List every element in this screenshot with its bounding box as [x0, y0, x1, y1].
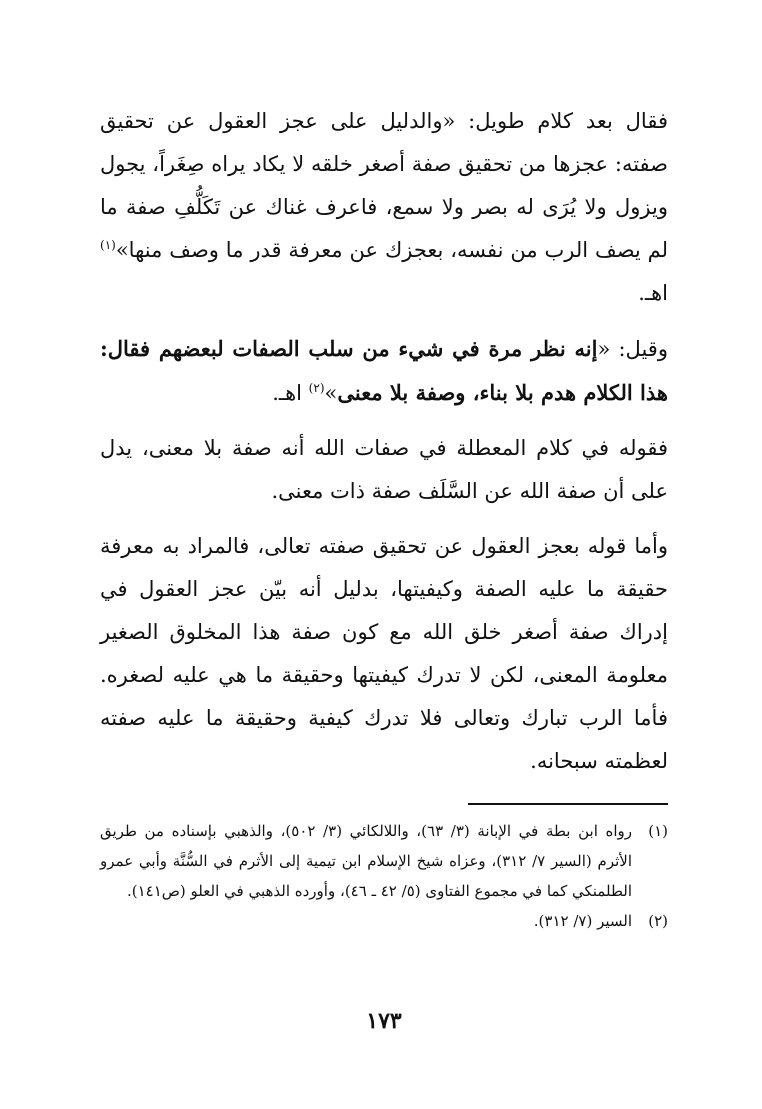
footnote-2-number: (٢) [648, 912, 668, 930]
paragraph-3-text: فقوله في كلام المعطلة في صفات الله أنه صفة بلا معنى، يدل على أن صفة الله عن السَّلَف صفة ذات معنى. [100, 436, 668, 503]
paragraph-4-text: وأما قوله بعجز العقول عن تحقيق صفته تعالى، فالمراد به معرفة حقيقة ما عليه الصفة وكيفيتها، بدليل أنه بيّن عجز العقول في إدراك صفة أصغر خلق الله مع كون صفة هذا المخلوق الصغير معلومة المعنى، لكن لا تدرك كيفيتها وحقيقة ما هي عليه لصغره. فأما الرب تبارك وتعالى فلا تدرك كيفية وحقيقة ما عليه صفته لعظمته سبحانه. [100, 534, 668, 773]
footnote-ref-2: (٢) [308, 381, 325, 395]
footnote-2 [100, 906, 668, 936]
paragraph-2-close-quote: » [324, 381, 338, 405]
footnote-separator [468, 803, 668, 805]
footnote-ref-1: (١) [100, 238, 116, 252]
paragraph-4 [100, 525, 668, 783]
footnote-1-number: (١) [648, 822, 668, 840]
footnote-1 [100, 816, 668, 906]
paragraph-3 [100, 427, 668, 513]
paragraph-2 [100, 327, 668, 415]
paragraph-2-intro: وقيل: « [597, 337, 668, 361]
paragraph-1-quote: فقال بعد كلام طويل: «والدليل على عجز العقول عن تحقيق صفته: عجزها من تحقيق صفة أصغر خلقه لا يكاد يراه صِغَراً، يجول ويزول ولا يُرَى له بصر ولا سمع، فاعرف غناك عن تَكَلُّفِ صفة ما لم يصف الرب من نفسه، بعجزك عن معرفة قدر ما وصف منها» [100, 109, 668, 262]
paragraph-2-bold-quote: إنه نظر مرة في شيء من سلب الصفات لبعضهم فقال: هذا الكلام هدم بلا بناء، وصفة بلا معنى [100, 336, 668, 405]
footnotes [100, 816, 668, 936]
footnote-1-text: رواه ابن بطة في الإبانة (٣/ ٦٣)، واللالكائي (٣/ ٥٠٢)، والذهبي بإسناده من طريق الأثرم (السير ٧/ ٣١٢)، وعزاه شيخ الإسلام ابن تيمية إلى الأثرم في السُّنَّة وأبي عمرو الطلمنكي كما في مجموع الفتاوى (٥/ ٤٢ ـ ٤٦)، وأورده الذهبي في العلو (ص١٤١). [100, 822, 632, 900]
paragraph-1-end: اهـ. [638, 281, 668, 305]
paragraph-2-end: اهـ. [272, 381, 309, 405]
page-number: ١٧٣ [366, 1008, 402, 1034]
footnote-2-text: السير (٧/ ٣١٢). [533, 912, 632, 930]
book-page [100, 100, 668, 1100]
body-text [100, 100, 668, 783]
paragraph-1 [100, 100, 668, 315]
